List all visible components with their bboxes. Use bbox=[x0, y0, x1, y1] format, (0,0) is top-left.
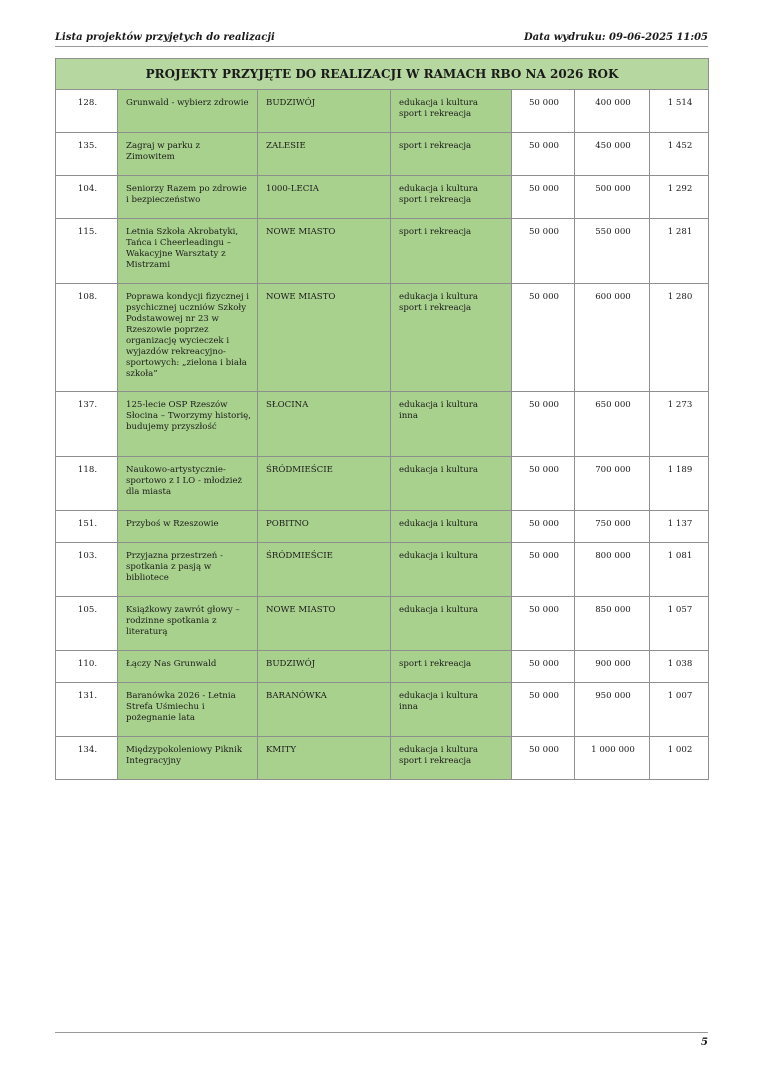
project-category: edukacja i kultura sport i rekreacja bbox=[391, 284, 512, 392]
cumulative-sum: 850 000 bbox=[575, 597, 650, 651]
project-area: ZALESIE bbox=[258, 133, 391, 176]
cumulative-sum: 800 000 bbox=[575, 543, 650, 597]
project-name: Zagraj w parku z Zimowitem bbox=[118, 133, 258, 176]
cumulative-sum: 400 000 bbox=[575, 90, 650, 133]
project-area: NOWE MIASTO bbox=[258, 597, 391, 651]
project-cost: 50 000 bbox=[512, 133, 575, 176]
cumulative-sum: 550 000 bbox=[575, 219, 650, 284]
project-number: 108. bbox=[56, 284, 118, 392]
cumulative-sum: 900 000 bbox=[575, 651, 650, 683]
table-row bbox=[56, 737, 709, 780]
vote-count: 1 007 bbox=[650, 683, 709, 737]
project-cost: 50 000 bbox=[512, 651, 575, 683]
table-row bbox=[56, 90, 709, 133]
project-number: 110. bbox=[56, 651, 118, 683]
project-name: Baranówka 2026 - Letnia Strefa Uśmiechu i pożegnanie lata bbox=[118, 683, 258, 737]
project-cost: 50 000 bbox=[512, 392, 575, 457]
project-area: NOWE MIASTO bbox=[258, 284, 391, 392]
project-area: 1000-LECIA bbox=[258, 176, 391, 219]
table-body bbox=[56, 90, 709, 780]
project-category: edukacja i kultura bbox=[391, 511, 512, 543]
project-cost: 50 000 bbox=[512, 683, 575, 737]
project-cost: 50 000 bbox=[512, 543, 575, 597]
table-row bbox=[56, 651, 709, 683]
project-name: Poprawa kondycji fizycznej i psychicznej uczniów Szkoły Podstawowej nr 23 w Rzeszowie poprzez organizację wycieczek i wyjazdów rekreacyjno-sportowych: „zielona i biała szkoła” bbox=[118, 284, 258, 392]
project-name: Letnia Szkoła Akrobatyki, Tańca i Cheerleadingu – Wakacyjne Warsztaty z Mistrzami bbox=[118, 219, 258, 284]
project-number: 135. bbox=[56, 133, 118, 176]
vote-count: 1 081 bbox=[650, 543, 709, 597]
project-area: SŁOCINA bbox=[258, 392, 391, 457]
project-area: ŚRÓDMIEŚCIE bbox=[258, 543, 391, 597]
project-cost: 50 000 bbox=[512, 219, 575, 284]
project-category: edukacja i kultura sport i rekreacja bbox=[391, 176, 512, 219]
table-row bbox=[56, 392, 709, 457]
project-category: edukacja i kultura sport i rekreacja bbox=[391, 90, 512, 133]
page-header bbox=[55, 30, 708, 46]
project-category: sport i rekreacja bbox=[391, 133, 512, 176]
vote-count: 1 452 bbox=[650, 133, 709, 176]
project-area: KMITY bbox=[258, 737, 391, 780]
vote-count: 1 280 bbox=[650, 284, 709, 392]
project-area: ŚRÓDMIEŚCIE bbox=[258, 457, 391, 511]
project-category: edukacja i kultura inna bbox=[391, 683, 512, 737]
project-category: edukacja i kultura sport i rekreacja bbox=[391, 737, 512, 780]
table-row bbox=[56, 219, 709, 284]
project-number: 134. bbox=[56, 737, 118, 780]
table-row bbox=[56, 683, 709, 737]
project-number: 103. bbox=[56, 543, 118, 597]
project-number: 115. bbox=[56, 219, 118, 284]
projects-table bbox=[55, 58, 709, 780]
header-divider bbox=[55, 46, 708, 47]
vote-count: 1 273 bbox=[650, 392, 709, 457]
document-title: Lista projektów przyjętych do realizacji bbox=[55, 32, 275, 43]
vote-count: 1 002 bbox=[650, 737, 709, 780]
cumulative-sum: 700 000 bbox=[575, 457, 650, 511]
project-cost: 50 000 bbox=[512, 457, 575, 511]
cumulative-sum: 1 000 000 bbox=[575, 737, 650, 780]
table-row bbox=[56, 597, 709, 651]
vote-count: 1 137 bbox=[650, 511, 709, 543]
project-number: 105. bbox=[56, 597, 118, 651]
project-number: 118. bbox=[56, 457, 118, 511]
table-title: PROJEKTY PRZYJĘTE DO REALIZACJI W RAMACH RBO NA 2026 ROK bbox=[56, 59, 709, 90]
table-title-row bbox=[56, 59, 709, 90]
table-row bbox=[56, 133, 709, 176]
project-cost: 50 000 bbox=[512, 176, 575, 219]
project-number: 137. bbox=[56, 392, 118, 457]
project-area: NOWE MIASTO bbox=[258, 219, 391, 284]
table-row bbox=[56, 457, 709, 511]
cumulative-sum: 450 000 bbox=[575, 133, 650, 176]
project-area: POBITNO bbox=[258, 511, 391, 543]
project-cost: 50 000 bbox=[512, 90, 575, 133]
project-number: 104. bbox=[56, 176, 118, 219]
project-category: edukacja i kultura inna bbox=[391, 392, 512, 457]
project-name: 125-lecie OSP Rzeszów Słocina – Tworzymy historię, budujemy przyszłość bbox=[118, 392, 258, 457]
project-cost: 50 000 bbox=[512, 597, 575, 651]
project-category: edukacja i kultura bbox=[391, 543, 512, 597]
project-area: BUDZIWÓJ bbox=[258, 90, 391, 133]
project-name: Międzypokoleniowy Piknik Integracyjny bbox=[118, 737, 258, 780]
page-number: 5 bbox=[701, 1037, 708, 1048]
footer-divider bbox=[55, 1032, 708, 1033]
project-area: BUDZIWÓJ bbox=[258, 651, 391, 683]
cumulative-sum: 950 000 bbox=[575, 683, 650, 737]
project-name: Przyboś w Rzeszowie bbox=[118, 511, 258, 543]
vote-count: 1 038 bbox=[650, 651, 709, 683]
cumulative-sum: 600 000 bbox=[575, 284, 650, 392]
project-name: Naukowo-artystycznie-sportowo z I LO - młodzież dla miasta bbox=[118, 457, 258, 511]
project-category: edukacja i kultura bbox=[391, 597, 512, 651]
table-row bbox=[56, 511, 709, 543]
project-cost: 50 000 bbox=[512, 511, 575, 543]
vote-count: 1 292 bbox=[650, 176, 709, 219]
table-row bbox=[56, 284, 709, 392]
project-number: 131. bbox=[56, 683, 118, 737]
project-name: Grunwald - wybierz zdrowie bbox=[118, 90, 258, 133]
project-cost: 50 000 bbox=[512, 284, 575, 392]
vote-count: 1 189 bbox=[650, 457, 709, 511]
vote-count: 1 281 bbox=[650, 219, 709, 284]
project-number: 128. bbox=[56, 90, 118, 133]
cumulative-sum: 750 000 bbox=[575, 511, 650, 543]
project-name: Łączy Nas Grunwald bbox=[118, 651, 258, 683]
vote-count: 1 514 bbox=[650, 90, 709, 133]
cumulative-sum: 650 000 bbox=[575, 392, 650, 457]
cumulative-sum: 500 000 bbox=[575, 176, 650, 219]
project-cost: 50 000 bbox=[512, 737, 575, 780]
vote-count: 1 057 bbox=[650, 597, 709, 651]
print-date: Data wydruku: 09-06-2025 11:05 bbox=[523, 32, 708, 43]
project-area: BARANÓWKA bbox=[258, 683, 391, 737]
project-category: sport i rekreacja bbox=[391, 219, 512, 284]
project-number: 151. bbox=[56, 511, 118, 543]
project-name: Przyjazna przestrzeń - spotkania z pasją w bibliotece bbox=[118, 543, 258, 597]
project-category: sport i rekreacja bbox=[391, 651, 512, 683]
project-name: Książkowy zawrót głowy – rodzinne spotkania z literaturą bbox=[118, 597, 258, 651]
table-row bbox=[56, 543, 709, 597]
project-category: edukacja i kultura bbox=[391, 457, 512, 511]
project-name: Seniorzy Razem po zdrowie i bezpieczeństwo bbox=[118, 176, 258, 219]
table-row bbox=[56, 176, 709, 219]
